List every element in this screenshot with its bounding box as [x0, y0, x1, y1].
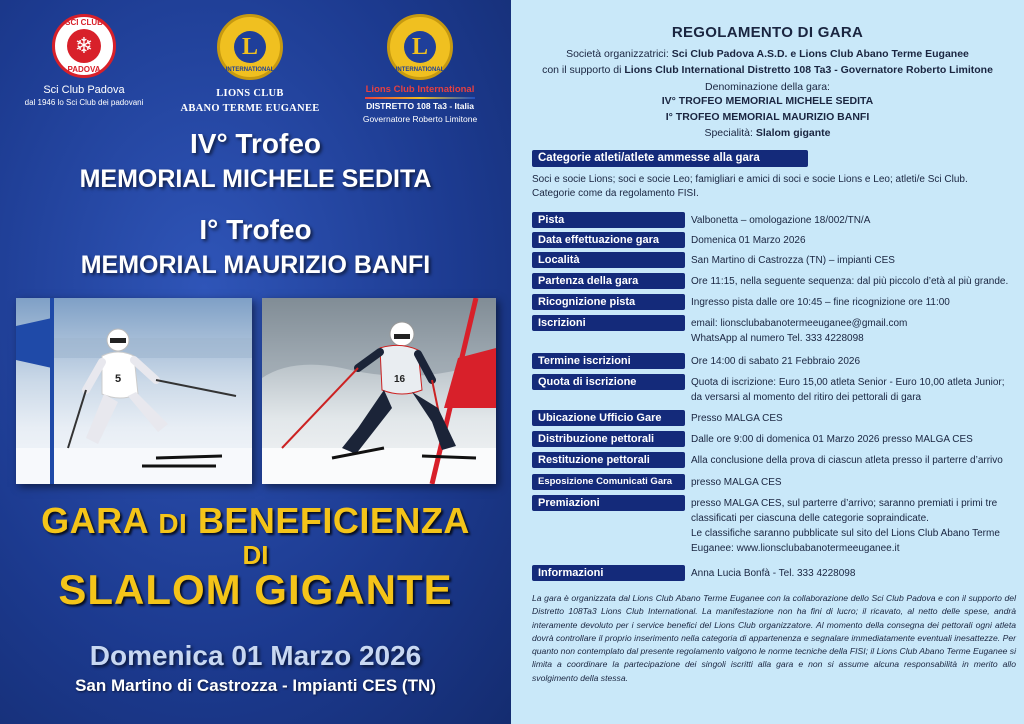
row-value: Domenica 01 Marzo 2026	[691, 235, 806, 246]
categories-heading: Categorie atleti/atlete ammesse alla gara	[532, 150, 808, 167]
lions-abano-logo	[170, 14, 330, 114]
row-label: Pista	[532, 212, 685, 228]
event-place: San Martino di Castrozza - Impianti CES (TN)	[75, 676, 436, 695]
row-label: Premiazioni	[532, 495, 685, 511]
specialty-value: Slalom gigante	[755, 127, 831, 139]
regulation-title: REGOLAMENTO DI GARA	[671, 24, 864, 41]
row-label: Data effettuazione gara	[532, 232, 685, 248]
row-label: Informazioni	[532, 565, 685, 581]
lions-intl-governor: Governatore Roberto Limitone	[362, 114, 478, 124]
bib-number: 5	[115, 373, 122, 385]
row-value: presso MALGA CES, sul parterre d’arrivo; saranno premiati i primi tre classificati per ciascuna delle categorie sopraindicate. Le classifiche saranno pubblicate sul sito del Lions Club Abano Terme Euganee: www.lionsclubabanotermeeuganee.it	[691, 498, 1000, 554]
categories-text: Soci e socie Lions; soci e socie Leo; famigliari e amici di soci e socie Lions e Leo; atleti/e Sci Club. Categorie come da regolamento FISI.	[532, 174, 968, 199]
bib-number: 16	[394, 374, 406, 385]
denomination-trophy1: IV° TROFEO MEMORIAL MICHELE SEDITA	[661, 95, 874, 107]
sci-club-badge-bottom: PADOVA	[67, 65, 101, 74]
lions-abano-line2: ABANO TERME EUGANEE	[180, 103, 320, 114]
snowflake-icon: ❄	[67, 29, 101, 63]
row-label: Restituzione pettorali	[532, 452, 685, 468]
registration-email: email: lionsclubabanotermeeuganee@gmail.com	[691, 318, 908, 329]
denomination-label: Denominazione della gara:	[705, 81, 830, 93]
row-value: Anna Lucia Bonfà - Tel. 333 4228098	[691, 568, 856, 579]
registration-whatsapp: WhatsApp al numero Tel. 333 4228098	[691, 333, 864, 344]
row-value: presso MALGA CES	[691, 477, 782, 488]
lions-intl-line1: Lions Club International	[365, 84, 475, 95]
gara-beneficienza: BENEFICIENZA	[187, 500, 470, 541]
row-value	[691, 316, 1016, 346]
gara-di-line: DI	[242, 540, 269, 570]
sci-club-tagline: dal 1946 lo Sci Club dei padovani	[24, 98, 144, 107]
sci-club-name: Sci Club Padova	[43, 84, 125, 96]
row-label: Località	[532, 252, 685, 268]
row-value: San Martino di Castrozza (TN) – impianti CES	[691, 255, 895, 266]
lions-international-logo	[345, 14, 495, 124]
lions-emblem-icon: L INTERNATIONAL	[217, 14, 283, 80]
row-label: Distribuzione pettorali	[532, 431, 685, 447]
gara-heading	[0, 500, 511, 542]
row-value: Ingresso pista dalle ore 10:45 – fine ricognizione ore 11:00	[691, 297, 950, 308]
lions-abano-line1: LIONS CLUB	[216, 88, 284, 99]
skier-illustration-2	[262, 298, 496, 484]
row-value: Quota di iscrizione: Euro 15,00 atleta Senior - Euro 10,00 atleta Junior; da versarsi al momento del ritiro dei pettorali di gara	[691, 377, 1005, 403]
regulation-notes: La gara è organizzata dal Lions Club Abano Terme Euganee con la collaborazione dello Sci Club Padova e con il supporto del Distretto 108Ta3 Lions Club International. La manifestazione non ha fini di lucro; il ricavato, al netto delle spese, andrà interamente devoluto per i service benefici del Lions Club organizzatore. Al momento della consegna dei pettorali ogni atleta dovrà controllare il proprio inserimento nella categoria di appartenenza e segnalare immediatamente eventuali inesattezze. Per quanto non contemplato dal presente regolamento valgono le norme tecniche della FISI; il Lions Club Abano Terme Euganee si limita a coordinare la partecipazione dei singoli iscritti alla gara e non si assume alcuna responsabilità in merito allo svolgimento della stessa.	[532, 593, 1016, 683]
organizers-line: Società organizzatrici: Sci Club Padova A.S.D. e Lions Club Abano Terme Euganee	[566, 48, 969, 60]
specialty-line: Specialità: Slalom gigante	[704, 127, 831, 139]
event-date: Domenica 01 Marzo 2026	[89, 640, 422, 671]
organizers-names: Sci Club Padova A.S.D. e Lions Club Abano Terme Euganee	[671, 48, 969, 60]
row-label: Esposizione Comunicati Gara	[532, 474, 685, 490]
row-label: Iscrizioni	[532, 315, 685, 331]
gara-di: DI	[158, 508, 188, 539]
row-value: Valbonetta – omologazione 18/002/TN/A	[691, 215, 871, 226]
skier-photo-1	[16, 298, 252, 484]
skier-illustration-1	[16, 298, 252, 484]
regulation-panel	[511, 0, 1024, 724]
row-value: Presso MALGA CES	[691, 413, 783, 424]
trophy1-subtitle: MEMORIAL MICHELE SEDITA	[79, 165, 432, 193]
sci-club-logo	[14, 14, 154, 107]
lions-emblem-icon: L INTERNATIONAL	[387, 14, 453, 80]
trophy1-title: IV° Trofeo	[190, 128, 321, 159]
poster-left-panel	[0, 0, 511, 724]
gara-word: GARA	[41, 500, 159, 541]
support-line: con il supporto di Lions Club International Distretto 108 Ta3 - Governatore Roberto Limitone	[542, 64, 993, 76]
lions-intl-district: DISTRETTO 108 Ta3 - Italia	[366, 101, 474, 111]
divider	[365, 97, 475, 99]
row-value: Ore 14:00 di sabato 21 Febbraio 2026	[691, 356, 861, 367]
row-label: Partenza della gara	[532, 273, 685, 289]
row-label: Quota di iscrizione	[532, 374, 685, 390]
row-value: Alla conclusione della prova di ciascun atleta presso il parterre d’arrivo	[691, 455, 1003, 466]
row-value: Ore 11:15, nella seguente sequenza: dal più piccolo d’età al più grande.	[691, 276, 1009, 287]
sci-club-badge	[52, 14, 116, 78]
row-label: Ubicazione Ufficio Gare	[532, 410, 685, 426]
support-name: Lions Club International Distretto 108 Ta3 - Governatore Roberto Limitone	[624, 64, 993, 76]
slalom-heading: SLALOM GIGANTE	[58, 566, 453, 613]
trophy2-subtitle: MEMORIAL MAURIZIO BANFI	[80, 251, 431, 279]
sci-club-badge-top: SCI CLUB	[65, 18, 103, 27]
trophy2-title: I° Trofeo	[199, 214, 312, 245]
denomination-trophy2: I° TROFEO MEMORIAL MAURIZIO BANFI	[665, 111, 870, 123]
row-label: Termine iscrizioni	[532, 353, 685, 369]
row-value: Dalle ore 9:00 di domenica 01 Marzo 2026 presso MALGA CES	[691, 434, 973, 445]
skier-photo-2	[262, 298, 496, 484]
row-label: Ricognizione pista	[532, 294, 685, 310]
